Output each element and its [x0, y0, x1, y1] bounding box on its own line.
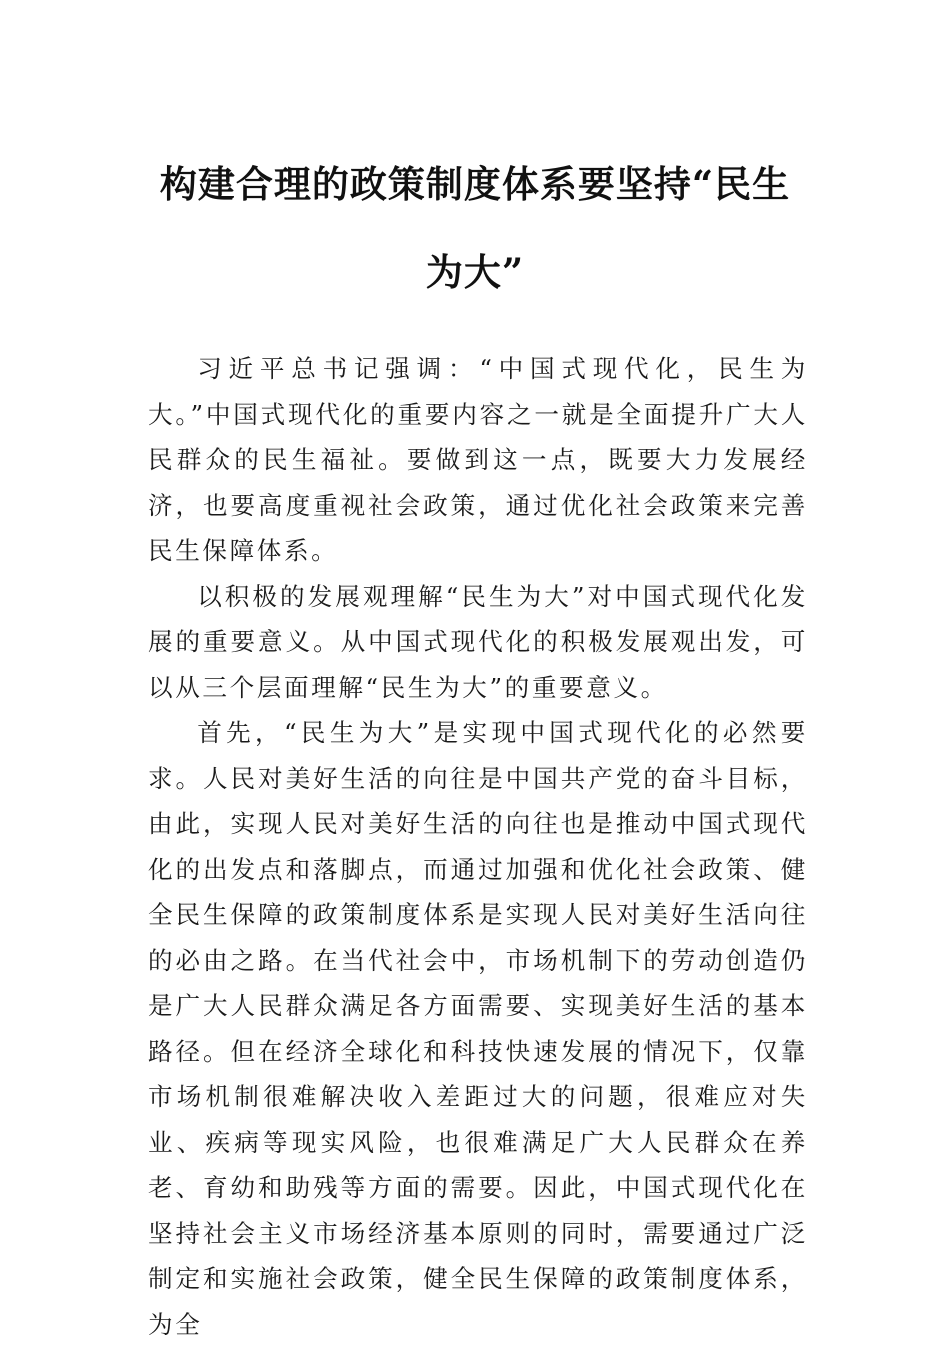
paragraph-first-point: 首先，“民生为大”是实现中国式现代化的必然要求。人民对美好生活的向往是中国共产党的奋斗目标，由此，实现人民对美好生活的向往也是推动中国式现代化的出发点和落脚点，而通过加强和优化社会政策、健全民生保障的政策制度体系是实现人民对美好生活向往的必由之路。在当代社会中，市场机制下的劳动创造仍是广大人民群众满足各方面需要、实现美好生活的基本路径。但在经济全球化和科技快速发展的情况下，仅靠市场机制很难解决收入差距过大的问题，很难应对失业、疾病等现实风险，也很难满足广大人民群众在养老、育幼和助残等方面的需要。因此，中国式现代化在坚持社会主义市场经济基本原则的同时，需要通过广泛制定和实施社会政策，健全民生保障的政策制度体系，为全 — [148, 718, 808, 1339]
paragraph-intro: 习近平总书记强调：“中国式现代化，民生为大。”中国式现代化的重要内容之一就是全面提升广大人民群众的民生福祉。要做到这一点，既要大力发展经济，也要高度重视社会政策，通过优化社会政策来完善民生保障体系。 — [148, 354, 808, 565]
document-body — [148, 346, 808, 1347]
document-title: 构建合理的政策制度体系要坚持“民生为大” — [159, 162, 791, 294]
paragraph-understanding: 以积极的发展观理解“民生为大”对中国式现代化发展的重要意义。从中国式现代化的积极发展观出发，可以从三个层面理解“民生为大”的重要意义。 — [148, 581, 808, 702]
